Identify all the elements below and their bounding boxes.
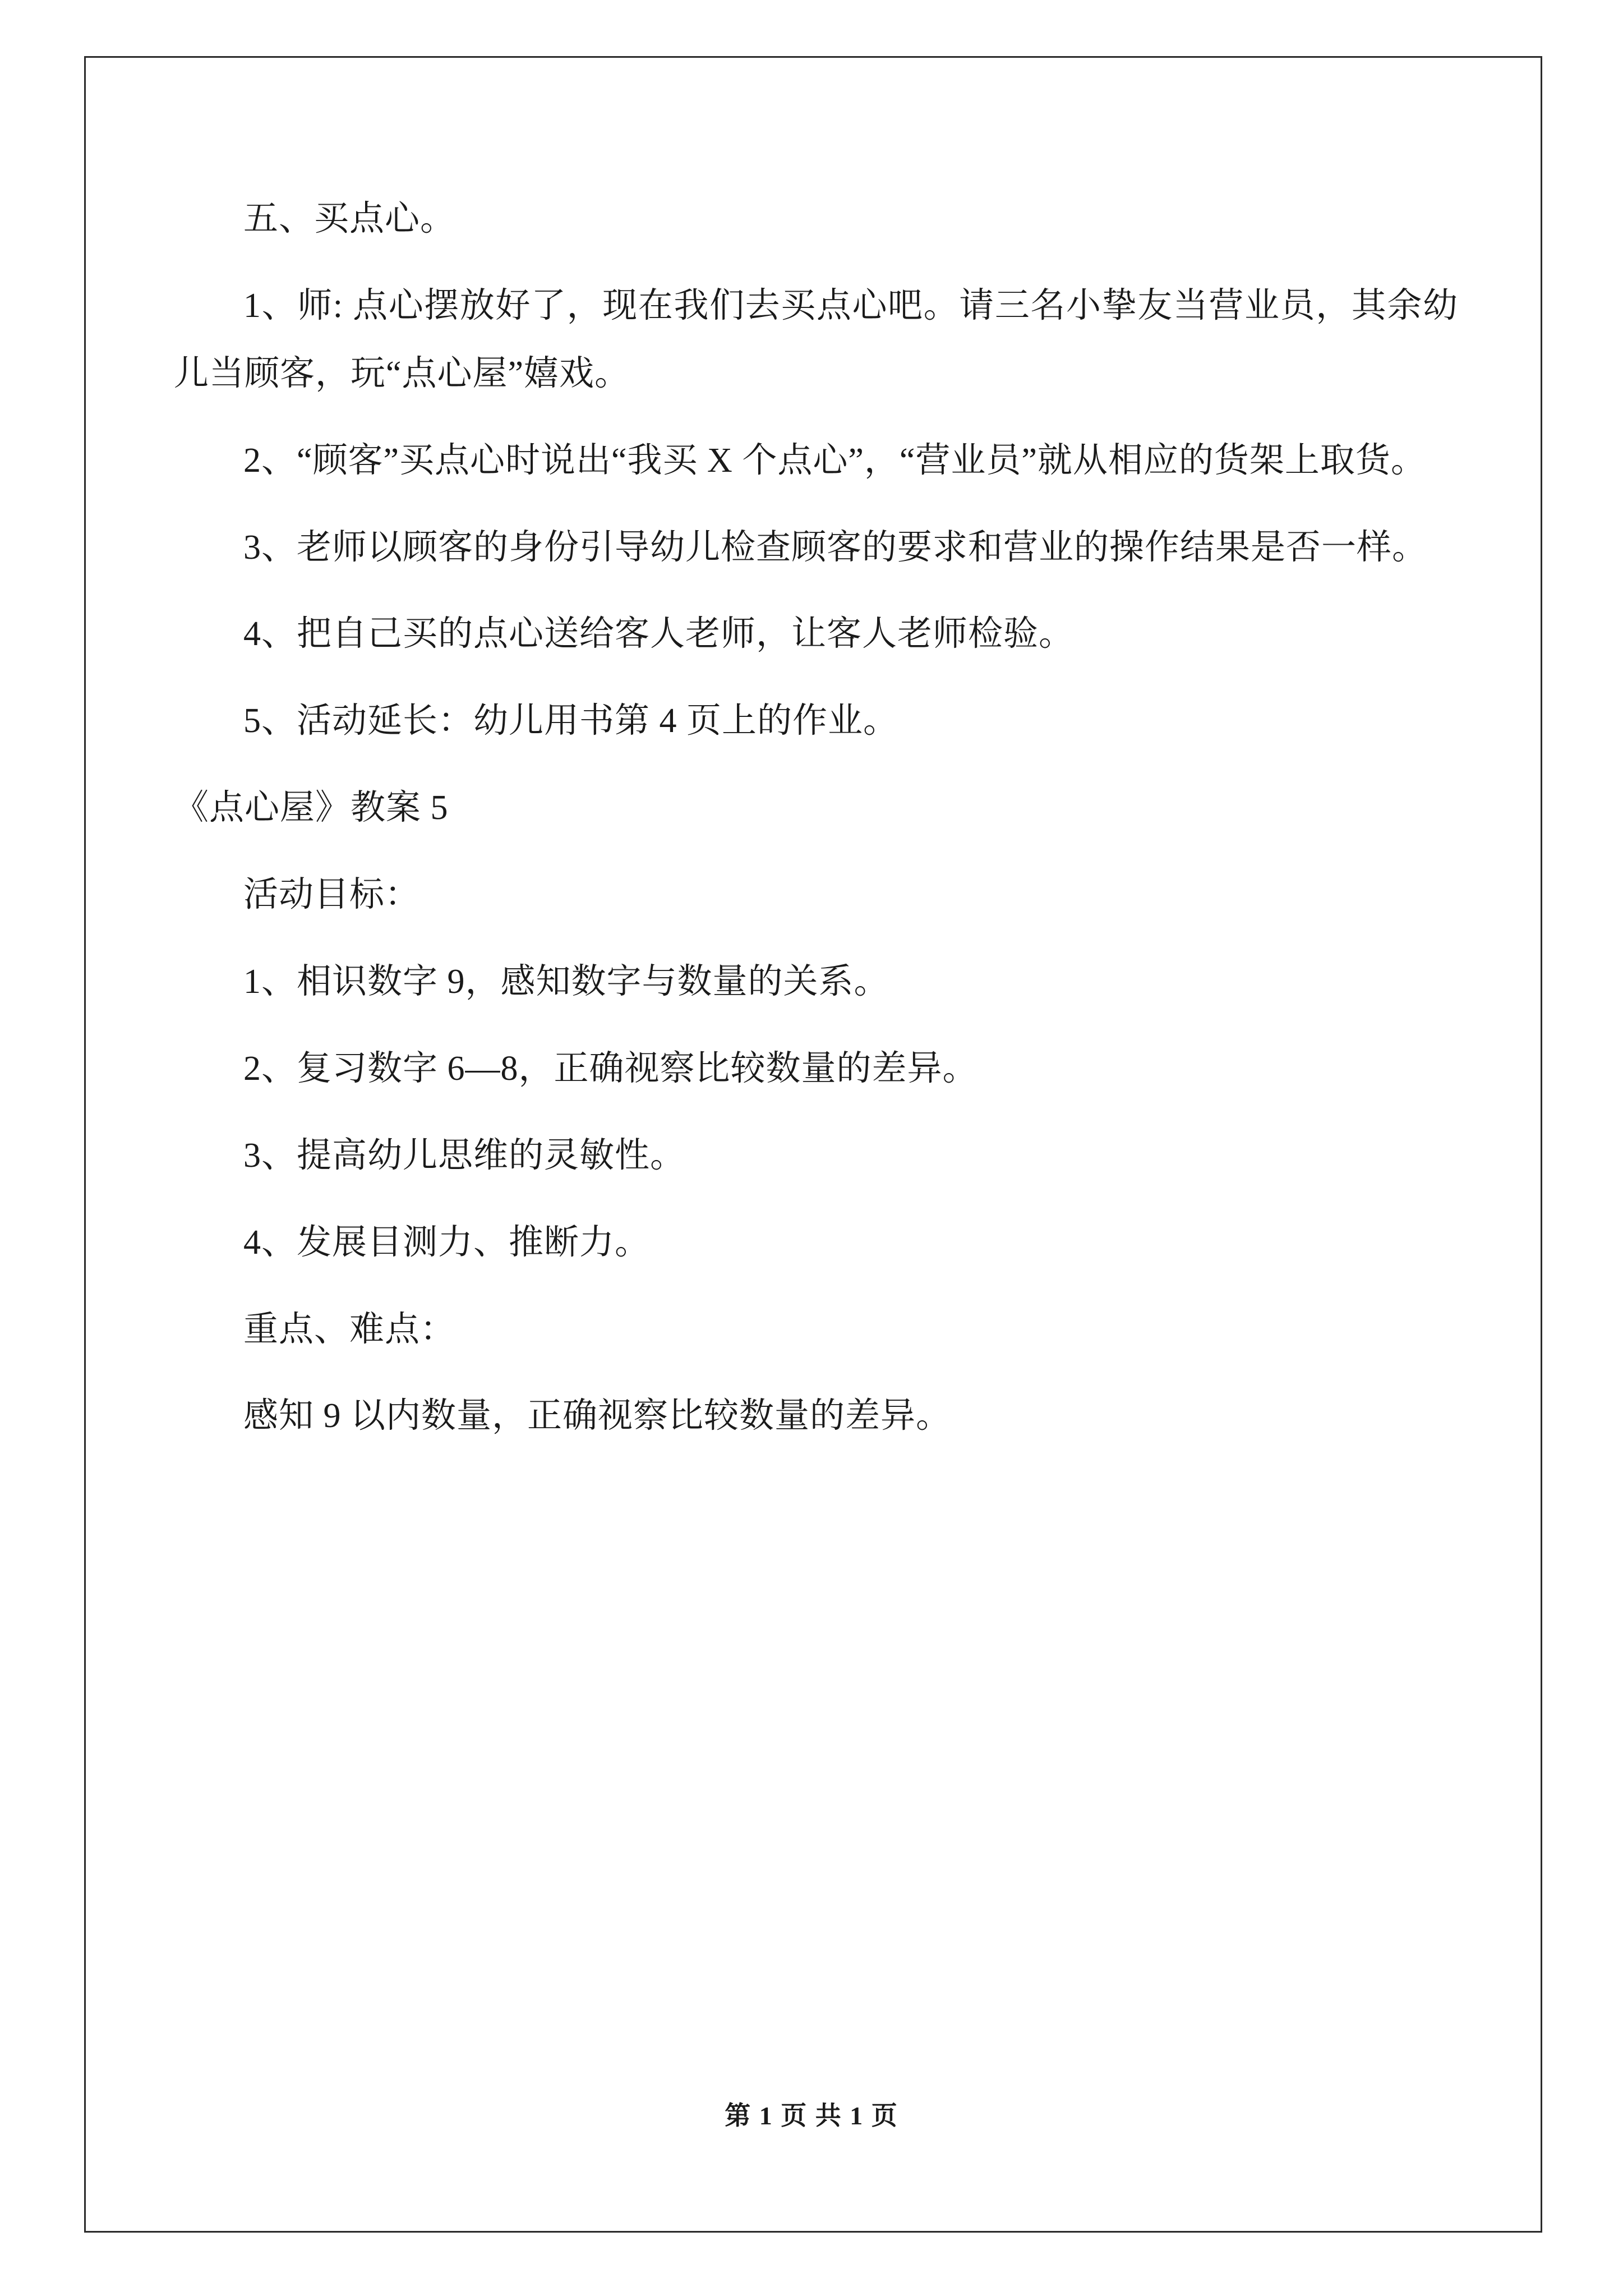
paragraph: 3、老师以顾客的身份引导幼儿检查顾客的要求和营业的操作结果是否一样。 [243, 528, 1428, 567]
paragraph: 1、相识数字 9，感知数字与数量的关系。 [243, 963, 889, 1001]
paragraph: 3、提高幼儿思维的灵敏性。 [243, 1136, 686, 1175]
section-heading: 《点心屋》教案 5 [174, 789, 449, 827]
paragraph: 4、把自己买的点心送给客人老师，让客人老师检验。 [243, 615, 1075, 654]
paragraph: 活动目标： [243, 876, 421, 914]
paragraph: 感知 9 以内数量，正确视察比较数量的差异。 [243, 1397, 952, 1435]
paragraph: 五、买点心。 [243, 200, 456, 238]
paragraph: 重点、难点： [243, 1310, 456, 1349]
paragraph: 5、活动延长：幼儿用书第 4 页上的作业。 [243, 702, 899, 740]
paragraph: 2、“顾客”买点心时说出“我买 X 个点心”，“营业员”就从相应的货架上取货。 [243, 441, 1426, 480]
document-body [174, 185, 1458, 1469]
paragraph: 2、复习数字 6—8，正确视察比较数量的差异。 [243, 1049, 978, 1088]
page-footer: 第 1 页 共 1 页 [725, 2101, 898, 2130]
paragraph: 1、师: 点心摆放好了，现在我们去买点心吧。请三名小挚友当营业员，其余幼儿当顾客，玩“点心屋”嬉戏。 [174, 286, 1458, 393]
paragraph: 4、发展目测力、推断力。 [243, 1223, 651, 1262]
